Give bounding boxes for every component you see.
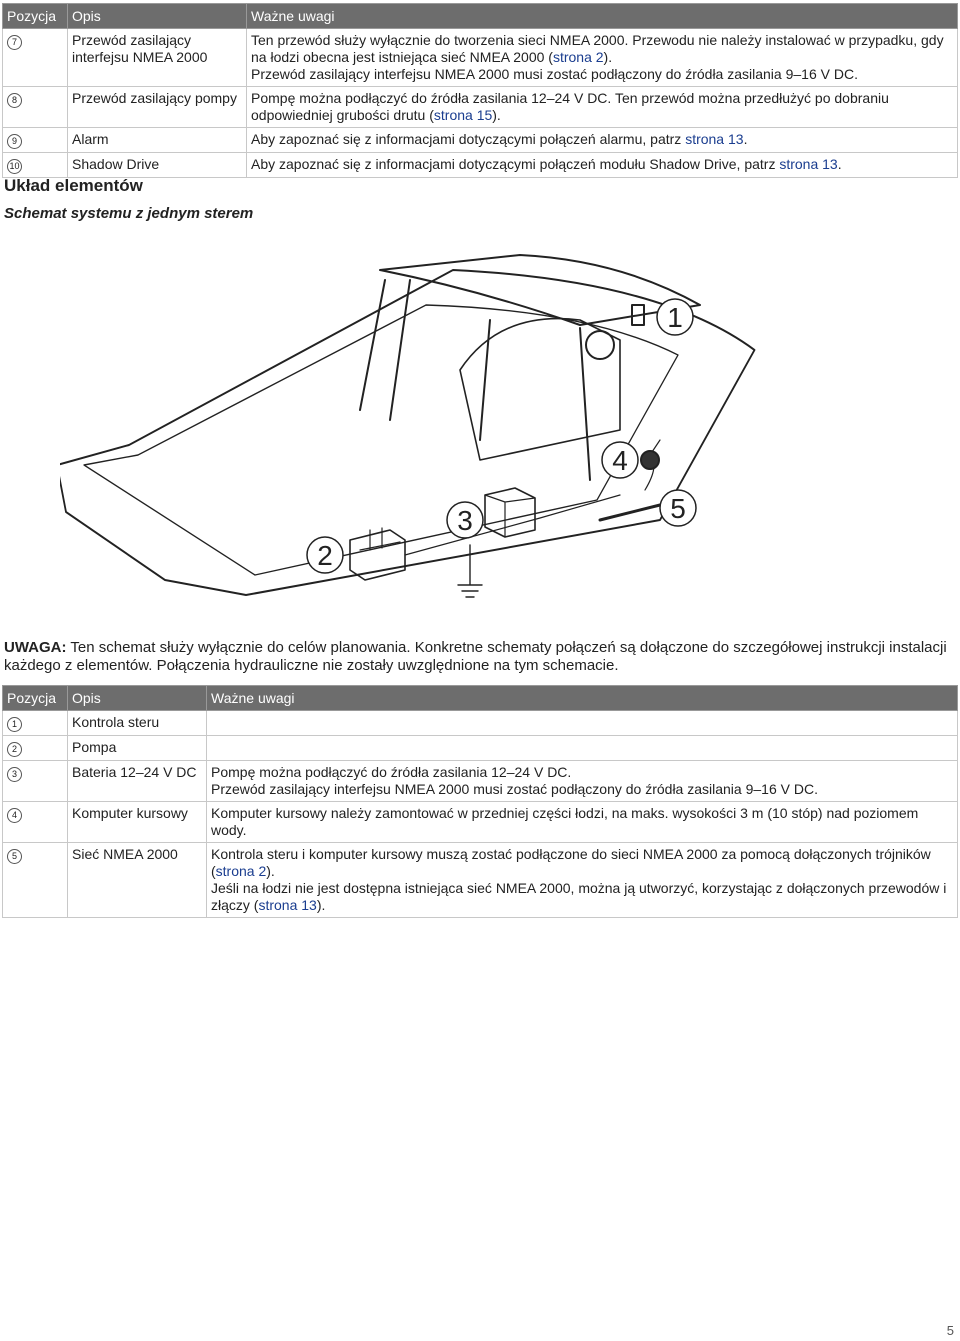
cell-description: Przewód zasilający interfejsu NMEA 2000 [68,29,247,87]
note-text: Pompę można podłączyć do źródła zasilania 12–24 V DC. Ten przewód można przedłużyć po dobraniu odpowiedniej grubości drutu ( [251,90,889,123]
item-number-badge: 1 [7,717,22,732]
note-text: Jeśli na łodzi nie jest dostępna istniejąca sieć NMEA 2000, można ją utworzyć, korzystając z dołączonych przewodów i złączy ( [211,880,947,913]
item-number-badge: 9 [7,134,22,149]
item-number-badge: 8 [7,93,22,108]
table-row [3,761,958,802]
cell-notes [207,843,958,918]
table-row [3,711,958,736]
page-link[interactable]: strona 13 [258,897,317,913]
table-row [3,128,958,153]
helm-wheel-icon [586,331,614,359]
cell-description: Pompa [68,736,207,761]
note-text: . [837,156,842,172]
table-row [3,736,958,761]
cell-description: Bateria 12–24 V DC [68,761,207,802]
note-text: Przewód zasilający interfejsu NMEA 2000 musi zostać podłączony do źródła zasilania 9–16 V DC. [251,66,858,82]
note-text: Przewód zasilający interfejsu NMEA 2000 musi zostać podłączony do źródła zasilania 9–16 V DC. [211,781,818,797]
item-number-badge: 3 [7,767,22,782]
boat-system-diagram [60,250,760,610]
boat-canopy-frame-2 [390,280,410,420]
item-number-badge: 4 [7,808,22,823]
item-number-badge: 5 [7,849,22,864]
table-layout-items [2,685,958,918]
callout-label-1: 1 [667,302,683,333]
cell-notes [207,761,958,802]
page-link[interactable]: strona 2 [552,49,604,65]
note-text: Ten schemat służy wyłącznie do celów planowania. Konkretne schematy połączeń są dołączone do szczegółowej instrukcji instalacji każdego z elementów. Połączenia hydrauliczne nie zostały uwzględnione na tym schemacie. [4,639,947,674]
table-row [3,153,958,178]
table-row [3,87,958,128]
cell-description: Kontrola steru [68,711,207,736]
cell-description: Przewód zasilający pompy [68,87,247,128]
col-header-description: Opis [68,4,247,29]
page-link[interactable]: strona 15 [433,107,493,123]
col-header-notes: Ważne uwagi [207,686,958,711]
callout-label-5: 5 [670,493,686,524]
item-number-badge: 2 [7,742,22,757]
callout-label-4: 4 [612,445,628,476]
cell-position [3,711,68,736]
cell-position [3,802,68,843]
cell-position [3,843,68,918]
note-text: ). [316,897,326,913]
note-text: ). [266,863,275,879]
cell-notes [207,802,958,843]
note-text: Aby zapoznać się z informacjami dotyczącymi połączeń modułu Shadow Drive, patrz [251,156,780,172]
cell-position [3,87,68,128]
table-row [3,802,958,843]
note-text: Komputer kursowy należy zamontować w przedniej części łodzi, na maks. wysokości 3 m (10 stóp) nad poziomem wody. [211,805,919,838]
col-header-notes: Ważne uwagi [247,4,958,29]
planning-note [4,639,954,675]
cell-description: Shadow Drive [68,153,247,178]
callout-label-2: 2 [317,540,333,571]
boat-deck-line [84,305,678,575]
cell-description: Sieć NMEA 2000 [68,843,207,918]
note-text: Pompę można podłączyć do źródła zasilania 12–24 V DC. [211,764,572,780]
cell-position [3,128,68,153]
note-text: Aby zapoznać się z informacjami dotyczącymi połączeń alarmu, patrz [251,131,686,147]
cell-notes [247,87,958,128]
page-link[interactable]: strona 13 [685,131,744,147]
page-number: 5 [946,1323,954,1338]
table-header-row [3,686,958,711]
cell-notes [247,153,958,178]
note-text: ). [492,107,501,123]
note-text: Kontrola steru i komputer kursowy muszą zostać podłączone do sieci NMEA 2000 za pomocą dołączonych trójników ( [211,846,931,879]
cell-position [3,761,68,802]
battery-icon [485,488,535,537]
cell-notes [207,736,958,761]
page-link[interactable]: strona 2 [215,863,267,879]
table-row [3,29,958,87]
nmea-backbone [600,505,660,520]
callout-label-3: 3 [457,505,473,536]
cell-notes [247,128,958,153]
cell-description: Alarm [68,128,247,153]
table-row [3,843,958,918]
item-number-badge: 7 [7,35,22,50]
cell-position [3,29,68,87]
section-subtitle: Schemat systemu z jednym sterem [4,205,254,222]
boat-canopy-frame-4 [580,328,590,480]
table-header-row [3,4,958,29]
cell-position [3,153,68,178]
item-number-badge: 10 [7,159,22,174]
section-title: Układ elementów [4,176,143,195]
boat-canopy-frame-3 [480,320,490,440]
cell-notes [247,29,958,87]
pump-icon [350,530,405,580]
table-connections-cont [2,3,958,178]
course-computer-icon [641,451,659,469]
cell-notes [207,711,958,736]
note-text: ). [603,49,613,65]
col-header-position: Pozycja [3,686,68,711]
col-header-position: Pozycja [3,4,68,29]
note-text: . [743,131,748,147]
col-header-description: Opis [68,686,207,711]
page-link[interactable]: strona 13 [779,156,838,172]
boat-canopy-frame-1 [360,280,385,410]
note-text: Ten przewód służy wyłącznie do tworzenia sieci NMEA 2000. Przewodu nie należy instalować w przypadku, gdy na łodzi obecna jest istniejąca sieć NMEA 2000 ( [251,32,944,65]
note-label: UWAGA: [4,639,67,656]
boat-hull [60,270,755,595]
cell-position [3,736,68,761]
cell-description: Komputer kursowy [68,802,207,843]
